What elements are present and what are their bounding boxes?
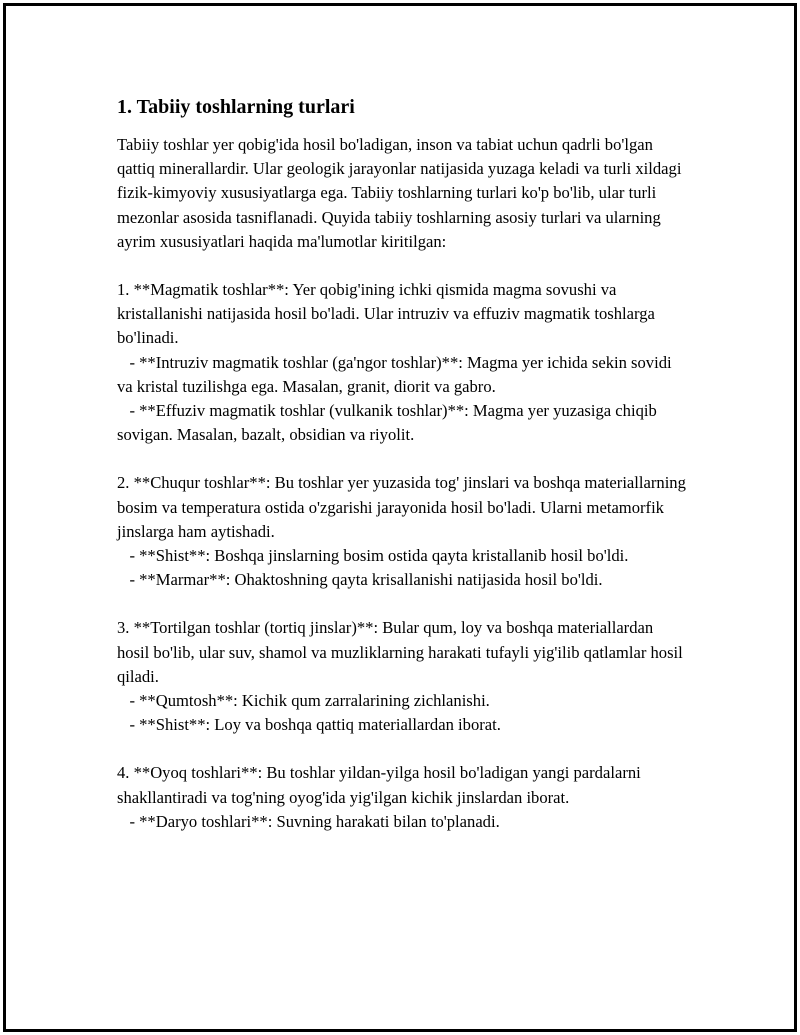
- spacer: [117, 737, 687, 761]
- section-magmatic: [117, 278, 687, 447]
- intro-paragraph: Tabiiy toshlar yer qobig'ida hosil bo'ladigan, inson va tabiat uchun qadrli bo'lgan qattiq minerallardir. Ular geologik jarayonlar natijasida yuzaga keladi va turli xildagi fizik-kimyoviy xususiyatlarga ega. Tabiiy toshlarning turlari ko'p bo'lib, ular turli mezonlar asosida tasniflanadi. Quyida tabiiy toshlarning asosiy turlari va ularning ayrim xususiyatlari haqida ma'lumotlar kiritilgan:: [117, 135, 686, 251]
- list-item-main: 2. **Chuqur toshlar**: Bu toshlar yer yuzasida tog' jinslari va boshqa materiallarning bosim va temperatura ostida o'zgarishi jarayonida hosil bo'ladi. Ularni metamorfik jinslarga ham aytishadi.: [117, 473, 691, 541]
- list-item-sub: - **Intruziv magmatik toshlar (ga'ngor toshlar)**: Magma yer ichida sekin sovidi va kristal tuzilishga ega. Masalan, granit, diorit va gabro.: [117, 352, 676, 396]
- spacer: [117, 592, 687, 616]
- section-foot-rocks: [117, 761, 687, 834]
- list-item-sub: - **Qumtosh**: Kichik qum zarralarining zichlanishi.: [117, 691, 490, 711]
- spacer: [117, 254, 687, 278]
- document-body: [117, 95, 691, 834]
- list-item-main: 3. **Tortilgan toshlar (tortiq jinslar)**: Bular qum, loy va boshqa materiallardan hosil bo'lib, ular suv, shamol va muzliklarning harakati tufayli yig'ilib qatlamlar hosil qiladi.: [117, 618, 687, 686]
- spacer: [117, 447, 687, 471]
- list-item-main: 4. **Oyoq toshlari**: Bu toshlar yildan-yilga hosil bo'ladigan yangi pardalarni shakllantiradi va tog'ning oyog'ida yig'ilgan kichik jinslardan iborat.: [117, 763, 645, 807]
- list-item-sub: - **Daryo toshlari**: Suvning harakati bilan to'planadi.: [117, 811, 500, 831]
- list-item-sub: - **Shist**: Boshqa jinslarning bosim ostida qayta kristallanib hosil bo'ldi.: [117, 546, 629, 566]
- list-item-sub: - **Effuziv magmatik toshlar (vulkanik toshlar)**: Magma yer yuzasiga chiqib sovigan. Masalan, bazalt, obsidian va riyolit.: [117, 401, 661, 445]
- section-sedimentary: [117, 616, 687, 737]
- section-deep-rocks: [117, 471, 691, 592]
- list-item-main: 1. **Magmatik toshlar**: Yer qobig'ining ichki qismida magma sovushi va kristallanishi natijasida hosil bo'ladi. Ular intruziv va effuziv magmatik toshlarga bo'linadi.: [117, 280, 660, 348]
- list-item-sub: - **Marmar**: Ohaktoshning qayta krisallanishi natijasida hosil bo'ldi.: [117, 570, 603, 590]
- list-item-sub: - **Shist**: Loy va boshqa qattiq materiallardan iborat.: [117, 715, 501, 735]
- section-heading: 1. Tabiiy toshlarning turlari: [117, 96, 355, 118]
